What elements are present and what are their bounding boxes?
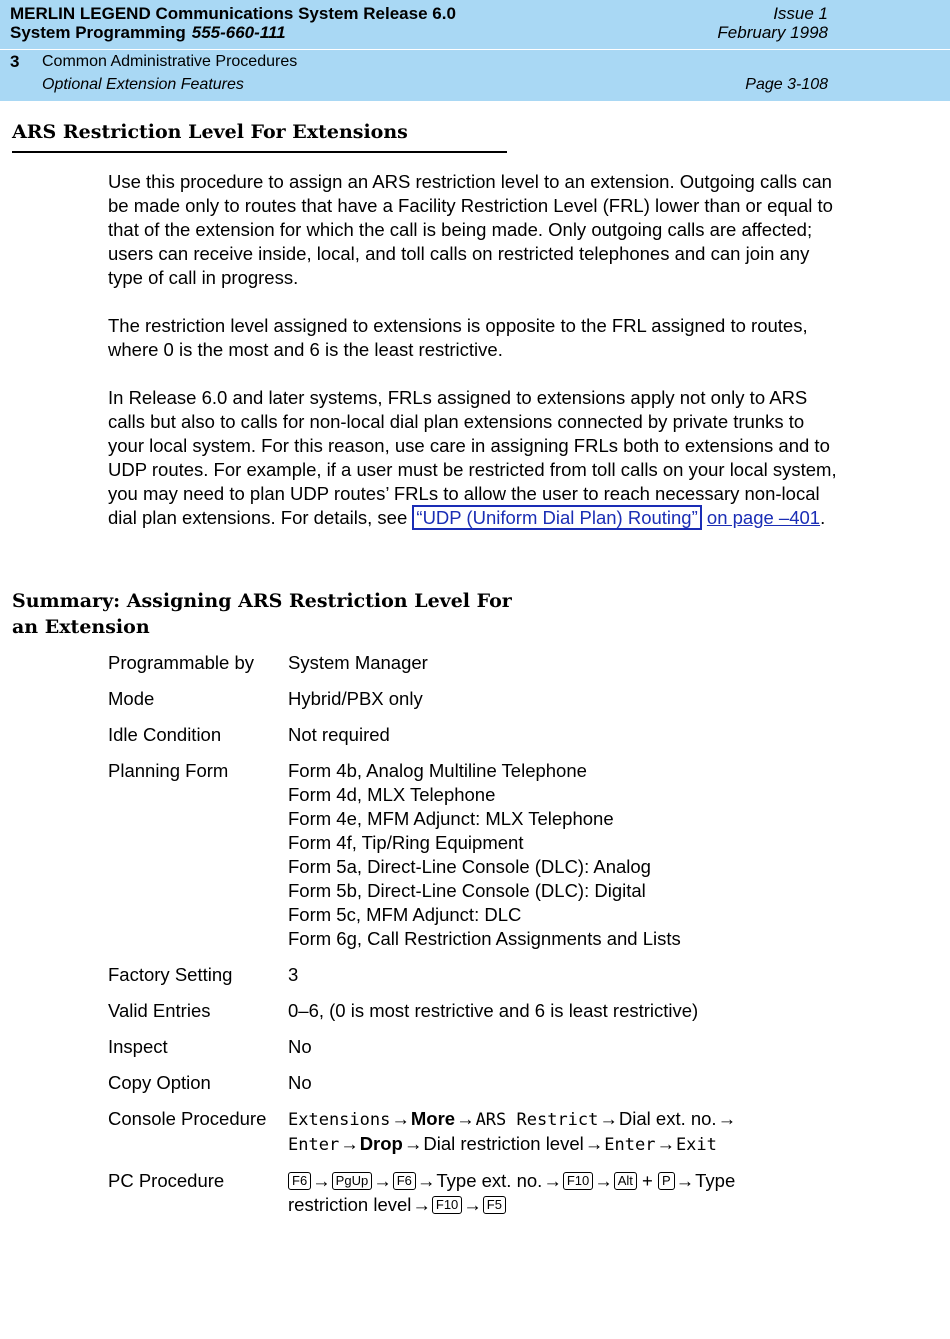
console-step: Extensions [288,1110,391,1130]
row-value: No [288,1036,312,1057]
arrow-icon: → [594,1170,613,1191]
subtitle-text: System Programming [10,23,186,42]
manual-title: MERLIN LEGEND Communications System Release 6.0 [10,4,456,23]
pc-step: restriction level [288,1194,412,1215]
console-step: More [410,1108,456,1129]
row-label: Mode [108,688,155,709]
arrow-icon: → [543,1170,562,1191]
section-heading: ARS Restriction Level For Extensions [12,120,507,153]
row-value: No [288,1072,312,1093]
arrow-icon: → [717,1108,737,1129]
summary-row [108,723,868,747]
console-step: Dial ext. no. [618,1108,717,1129]
row-label: Console Procedure [108,1108,267,1129]
paragraph-3-text: In Release 6.0 and later systems, FRLs assigned to extensions apply not only to ARS calls but also to calls for non-local dial plan extensions connected by private trunks to your local system. For this reason, use care in assigning FRLs both to extensions and to UDP routes. For example, if a user must be restricted from toll calls on your local system, you may need to plan UDP routes’ FRLs to allow the user to reach necessary non-local dial plan extensions. For details, see [108,387,837,528]
summary-row [108,687,868,711]
paragraph-2: The restriction level assigned to extensions is opposite to the FRL assigned to routes, where 0 is the most and 6 is the least restrictive. [108,315,808,360]
paragraph-1: Use this procedure to assign an ARS restriction level to an extension. Outgoing calls can be made only to routes that have a Facility Restriction Level (FRL) lower than or equal to that of the extension for which the call is being made. Only outgoing calls are affected; users can receive inside, local, and toll calls on restricted telephones and can join any type of call in progress. [108,171,833,288]
console-step: ARS Restrict [475,1110,599,1130]
planning-form-item: Form 4d, MLX Telephone [288,784,496,805]
console-line-1 [288,1107,868,1132]
summary-row [108,1035,868,1059]
row-label: Valid Entries [108,1000,211,1021]
row-value: 0–6, (0 is most restrictive and 6 is least restrictive) [288,1000,699,1021]
pc-step: Type ext. no. [436,1170,543,1191]
f6-key-icon: F6 [288,1172,311,1190]
section-name: Optional Extension Features [42,76,244,93]
row-label: Planning Form [108,760,229,781]
planning-form-item: Form 5c, MFM Adjunct: DLC [288,904,522,925]
row-label: Inspect [108,1036,168,1057]
manual-subtitle [10,23,286,43]
planning-form-item: Form 5a, Direct-Line Console (DLC): Analog [288,856,651,877]
paragraph-3 [108,386,838,530]
planning-forms-list [288,759,868,951]
alt-key-icon: Alt [614,1172,637,1190]
arrow-icon: → [340,1133,359,1154]
summary-table [108,651,868,1229]
planning-form-item: Form 5b, Direct-Line Console (DLC): Digital [288,880,646,901]
row-value: Hybrid/PBX only [288,688,423,709]
arrow-icon: → [391,1108,410,1129]
f10-key-icon: F10 [563,1172,593,1190]
issue-date: February 1998 [717,23,828,42]
planning-form-item: Form 4e, MFM Adjunct: MLX Telephone [288,808,614,829]
row-label: Factory Setting [108,964,233,985]
pc-step: Type [695,1170,736,1191]
arrow-icon: → [416,1170,436,1191]
f6-key-icon: F6 [393,1172,416,1190]
paragraph-3-end: . [820,507,826,528]
planning-form-item: Form 6g, Call Restriction Assignments and Lists [288,928,681,949]
arrow-icon: → [403,1133,423,1154]
summary-row [108,651,868,675]
summary-heading: Summary: Assigning ARS Restriction Level For an Extension [12,590,512,638]
arrow-icon: → [312,1170,331,1191]
intro-text [108,170,838,554]
console-step: Drop [359,1133,403,1154]
summary-row [108,1071,868,1095]
chapter-number: 3 [10,52,20,71]
row-label: PC Procedure [108,1170,225,1191]
arrow-icon: → [599,1108,618,1129]
arrow-icon: → [463,1194,482,1215]
summary-row [108,1107,868,1157]
f10-key-icon: F10 [432,1196,462,1214]
summary-row [108,1169,868,1217]
row-value: 3 [288,964,299,985]
arrow-icon: → [584,1133,604,1154]
row-value: Not required [288,724,390,745]
pgup-key-icon: PgUp [332,1172,373,1190]
arrow-icon: → [373,1170,392,1191]
issue-label: Issue 1 [773,4,828,23]
console-step: Exit [675,1135,717,1155]
header-divider [0,49,950,50]
row-value: System Manager [288,652,428,673]
summary-row [108,963,868,987]
plus-sign: + [642,1170,653,1191]
page-number: Page 3-108 [745,76,828,93]
p-key-icon: P [658,1172,675,1190]
chapter-title: Common Administrative Procedures [42,53,298,70]
f5-key-icon: F5 [483,1196,506,1214]
planning-form-item: Form 4f, Tip/Ring Equipment [288,832,524,853]
row-label: Copy Option [108,1072,211,1093]
planning-form-item: Form 4b, Analog Multiline Telephone [288,760,587,781]
pc-procedure [288,1169,868,1217]
pc-line-2 [288,1193,868,1217]
console-step: Enter [604,1135,656,1155]
arrow-icon: → [675,1170,695,1191]
row-label: Programmable by [108,652,255,673]
console-step: Dial restriction level [423,1133,584,1154]
arrow-icon: → [412,1194,431,1215]
console-step: Enter [288,1135,340,1155]
summary-row [108,759,868,951]
arrow-icon: → [456,1108,475,1129]
arrow-icon: → [656,1133,675,1154]
doc-number: 555-660-111 [191,23,286,42]
pc-line-1 [288,1169,868,1193]
console-line-2 [288,1132,868,1157]
page-reference-link[interactable]: on page –401 [706,507,821,528]
row-label: Idle Condition [108,724,222,745]
console-procedure [288,1107,868,1157]
summary-row [108,999,868,1023]
page-header [0,0,950,101]
udp-routing-link[interactable]: “UDP (Uniform Dial Plan) Routing” [412,505,701,530]
